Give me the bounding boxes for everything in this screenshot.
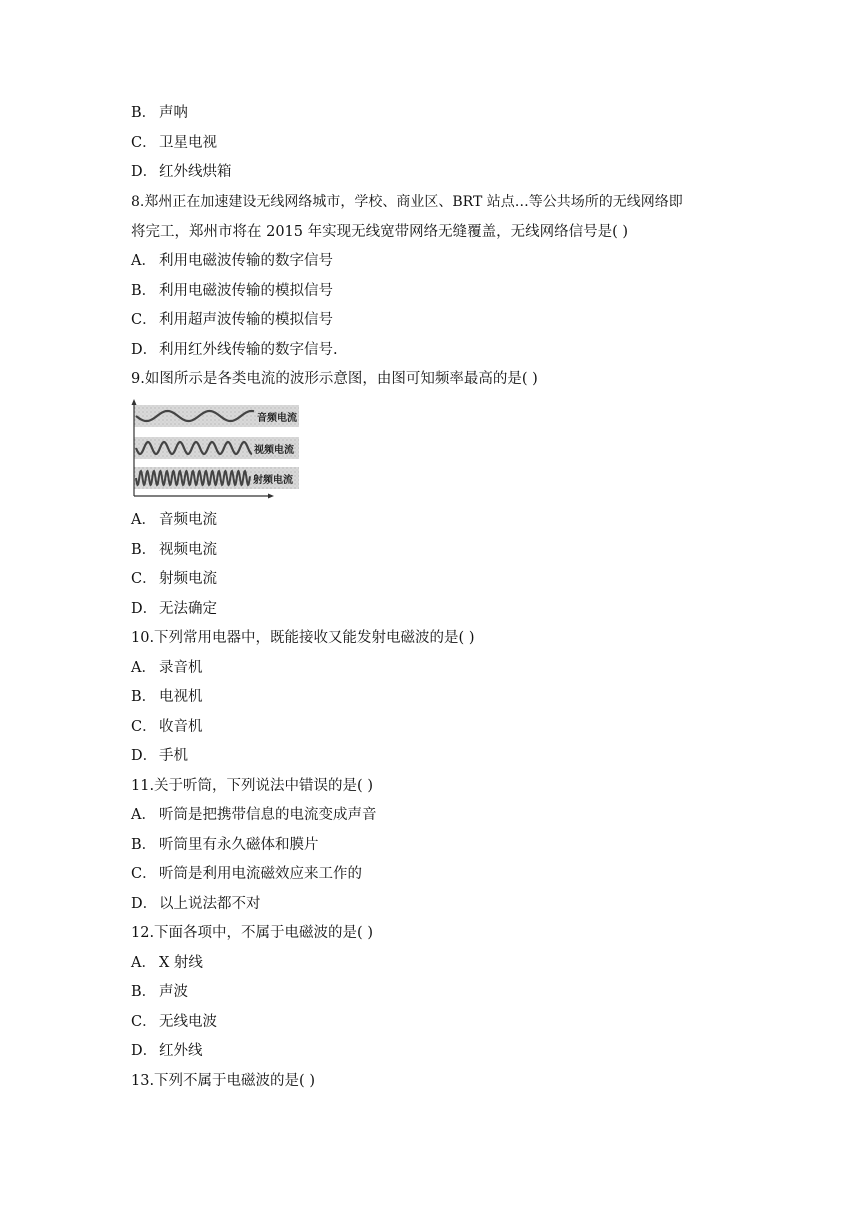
q9-option-b — [131, 540, 217, 560]
q12-option-b — [131, 982, 188, 1002]
waveform-figure — [130, 399, 305, 501]
option-text: X 射线 — [159, 955, 203, 971]
option-text: 射频电流 — [159, 571, 217, 587]
q12-option-c — [131, 1012, 217, 1032]
option-text: 卫星电视 — [159, 135, 217, 151]
q8-stem-line1: 8.郑州正在加速建设无线网络城市，学校、商业区、BRT 站点…等公共场所的无线网络即 — [131, 194, 683, 210]
option-text: 利用电磁波传输的数字信号 — [159, 253, 333, 269]
option-letter: D． — [131, 1043, 158, 1059]
option-text: 红外线烘箱 — [159, 164, 232, 180]
q8-option-a — [131, 251, 333, 271]
audio-current-label: 音频电流 — [257, 413, 297, 424]
q11-option-d — [131, 894, 261, 914]
option-letter: C． — [131, 312, 157, 328]
q9-option-c — [131, 569, 217, 589]
axis-arrow — [268, 494, 274, 499]
q8-option-c — [131, 310, 333, 330]
q8-option-b — [131, 281, 333, 301]
option-letter: D． — [131, 164, 158, 180]
option-text: 听筒是把携带信息的电流变成声音 — [159, 807, 377, 823]
q12-option-d — [131, 1041, 203, 1061]
option-text: 以上说法都不对 — [159, 896, 261, 912]
option-letter: D． — [131, 748, 158, 764]
waveform-diagram — [130, 399, 305, 501]
option-letter: B． — [131, 283, 157, 299]
q9-option-a — [131, 510, 217, 530]
q9-option-d — [131, 599, 217, 619]
q7-option-c — [131, 133, 217, 153]
option-letter: D． — [131, 896, 158, 912]
option-text: 声波 — [159, 984, 188, 1000]
q9-stem: 9.如图所示是各类电流的波形示意图，由图可知频率最高的是( ) — [131, 371, 538, 387]
option-text: 录音机 — [159, 660, 203, 676]
q11-option-b — [131, 835, 319, 855]
option-letter: A． — [131, 253, 156, 269]
option-text: 声呐 — [159, 105, 188, 121]
option-text: 电视机 — [159, 689, 203, 705]
option-text: 无线电波 — [159, 1014, 217, 1030]
option-letter: B． — [131, 689, 157, 705]
q7-option-b — [131, 103, 188, 123]
option-letter: B． — [131, 105, 157, 121]
q12-option-a — [131, 953, 203, 973]
option-text: 利用超声波传输的模拟信号 — [159, 312, 333, 328]
option-letter: C． — [131, 135, 157, 151]
q11-stem: 11.关于听筒，下列说法中错误的是( ) — [131, 778, 373, 794]
q8-stem-line2: 将完工，郑州市将在 2015 年实现无线宽带网络无缝覆盖，无线网络信号是( ) — [131, 224, 629, 240]
option-letter: B． — [131, 984, 157, 1000]
option-letter: C． — [131, 866, 157, 882]
q8-option-d — [131, 340, 338, 360]
option-letter: C． — [131, 571, 157, 587]
option-text: 无法确定 — [159, 601, 217, 617]
option-text: 利用电磁波传输的模拟信号 — [159, 283, 333, 299]
option-letter: A． — [131, 807, 156, 823]
option-letter: A． — [131, 512, 156, 528]
q11-option-a — [131, 805, 377, 825]
q10-stem: 10.下列常用电器中，既能接收又能发射电磁波的是( ) — [131, 630, 475, 646]
rf-current-label: 射频电流 — [253, 475, 293, 486]
q10-option-b — [131, 687, 203, 707]
q10-option-a — [131, 658, 203, 678]
option-text: 手机 — [159, 748, 188, 764]
option-text: 音频电流 — [159, 512, 217, 528]
option-text: 听筒是利用电流磁效应来工作的 — [159, 866, 362, 882]
option-text: 收音机 — [159, 719, 203, 735]
option-letter: C． — [131, 1014, 157, 1030]
option-text: 听筒里有永久磁体和膜片 — [159, 837, 319, 853]
q10-option-c — [131, 717, 203, 737]
option-letter: C． — [131, 719, 157, 735]
q7-option-d — [131, 162, 232, 182]
option-text: 红外线 — [159, 1043, 203, 1059]
option-letter: D． — [131, 601, 158, 617]
option-text: 视频电流 — [159, 542, 217, 558]
q10-option-d — [131, 746, 188, 766]
option-text: 利用红外线传输的数字信号. — [159, 342, 338, 358]
option-letter: A． — [131, 660, 156, 676]
q12-stem: 12.下面各项中，不属于电磁波的是( ) — [131, 925, 373, 941]
option-letter: B． — [131, 542, 157, 558]
q11-option-c — [131, 864, 362, 884]
option-letter: B． — [131, 837, 157, 853]
option-letter: A． — [131, 955, 156, 971]
q13-stem: 13.下列不属于电磁波的是( ) — [131, 1073, 315, 1089]
option-letter: D． — [131, 342, 158, 358]
axis-arrow — [132, 399, 137, 405]
video-current-label: 视频电流 — [254, 445, 294, 456]
